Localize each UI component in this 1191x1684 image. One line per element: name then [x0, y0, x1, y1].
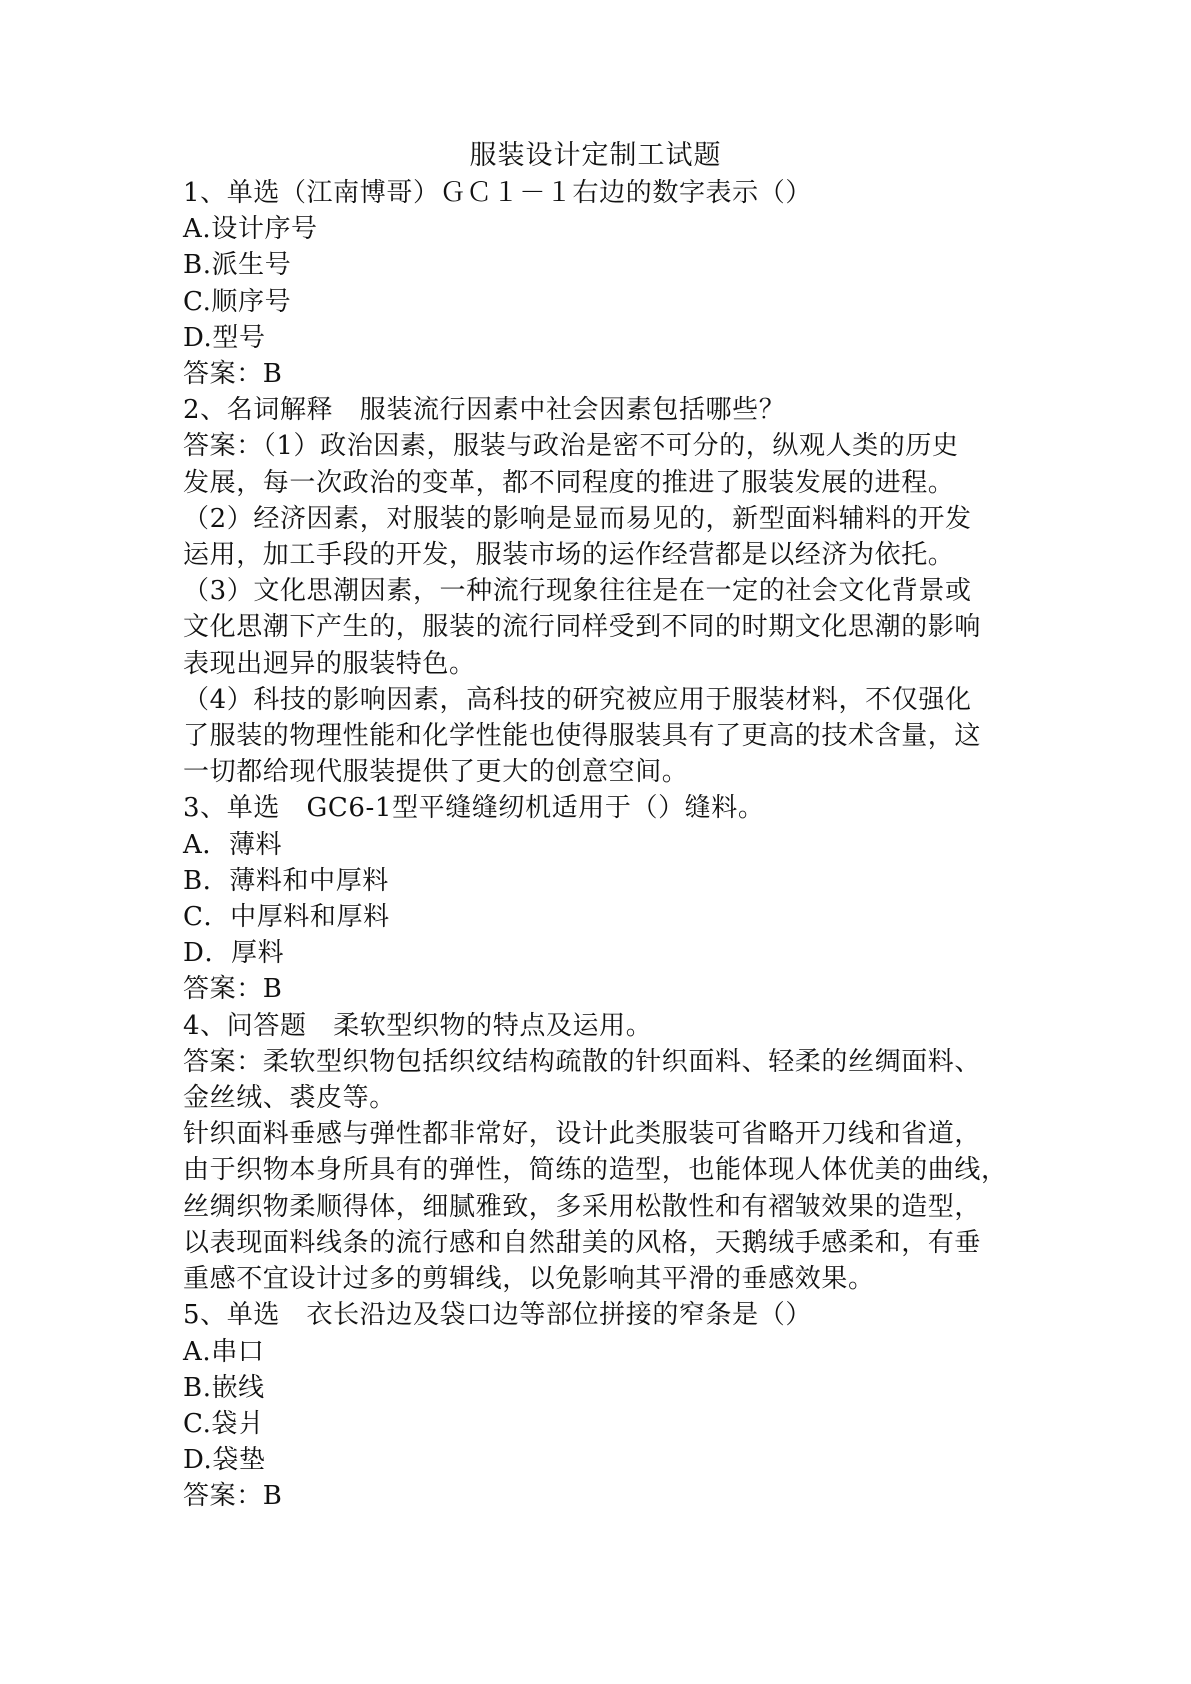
answer-text-line: 重感不宜设计过多的剪辑线，以免影响其平滑的垂感效果。	[183, 1264, 875, 1295]
option-a: A.设计序号	[183, 214, 318, 245]
answer-1: 答案：B	[183, 359, 283, 390]
answer-text-line: 答案：（1）政治因素，服装与政治是密不可分的，纵观人类的历史	[183, 431, 959, 462]
option-c: C.顺序号	[183, 286, 292, 317]
document-body	[183, 175, 1013, 1515]
answer-text-line: （2）经济因素，对服装的影响是显而易见的，新型面料辅料的开发	[183, 503, 972, 534]
question-5: 5、单选 衣长沿边及袋口边等部位拼接的窄条是（）	[183, 1300, 812, 1331]
answer-text-line: 答案：柔软型织物包括织纹结构疏散的针织面料、轻柔的丝绸面料、	[183, 1046, 982, 1077]
option-c: C．中厚料和厚料	[183, 902, 390, 933]
answer-text-line: 以表现面料线条的流行感和自然甜美的风格，天鹅绒手感柔和，有垂	[183, 1227, 982, 1258]
question-1: 1、单选（江南博哥）ＧＣ１－１右边的数字表示（）	[183, 178, 812, 208]
answer-3: 答案：B	[183, 974, 283, 1005]
question-3: 3、单选 GC6-1型平缝缝纫机适用于（）缝料。	[183, 793, 765, 824]
answer-text-line: （4）科技的影响因素，高科技的研究被应用于服装材料，不仅强化	[183, 684, 972, 715]
answer-text-line: 运用，加工手段的开发，服装市场的运作经营都是以经济为依托。	[183, 540, 955, 571]
answer-text-line: 丝绸织物柔顺得体，细腻雅致，多采用松散性和有褶皱效果的造型，	[183, 1191, 982, 1222]
answer-text-line: （3）文化思潮因素，一种流行现象往往是在一定的社会文化背景或	[183, 576, 972, 607]
answer-text-line: 由于织物本身所具有的弹性，简练的造型，也能体现人体优美的曲线，	[183, 1155, 1008, 1186]
option-b: B.嵌线	[183, 1372, 265, 1403]
option-a: A.串口	[183, 1336, 265, 1367]
answer-text-line: 针织面料垂感与弹性都非常好，设计此类服装可省略开刀线和省道，	[183, 1119, 982, 1150]
answer-text-line: 表现出迥异的服装特色。	[183, 648, 476, 679]
option-d: D．厚料	[183, 938, 285, 969]
option-a: A．薄料	[183, 829, 283, 860]
option-d: D.型号	[183, 322, 266, 353]
option-d: D.袋垫	[183, 1445, 266, 1476]
answer-text-line: 一切都给现代服装提供了更大的创意空间。	[183, 757, 689, 788]
option-c: C.袋爿	[183, 1408, 265, 1439]
answer-5: 答案：B	[183, 1481, 283, 1512]
answer-text-line: 金丝绒、裘皮等。	[183, 1083, 396, 1114]
answer-text-line: 了服装的物理性能和化学性能也使得服装具有了更高的技术含量，这	[183, 721, 982, 752]
question-4: 4、问答题 柔软型织物的特点及运用。	[183, 1010, 653, 1041]
question-2: 2、名词解释 服装流行因素中社会因素包括哪些？	[183, 395, 786, 426]
answer-text-line: 发展，每一次政治的变革，都不同程度的推进了服装发展的进程。	[183, 467, 955, 498]
answer-text-line: 文化思潮下产生的，服装的流行同样受到不同的时期文化思潮的影响	[183, 612, 982, 643]
page-title: 服装设计定制工试题	[469, 140, 722, 171]
option-b: B．薄料和中厚料	[183, 865, 389, 896]
option-b: B.派生号	[183, 250, 292, 281]
